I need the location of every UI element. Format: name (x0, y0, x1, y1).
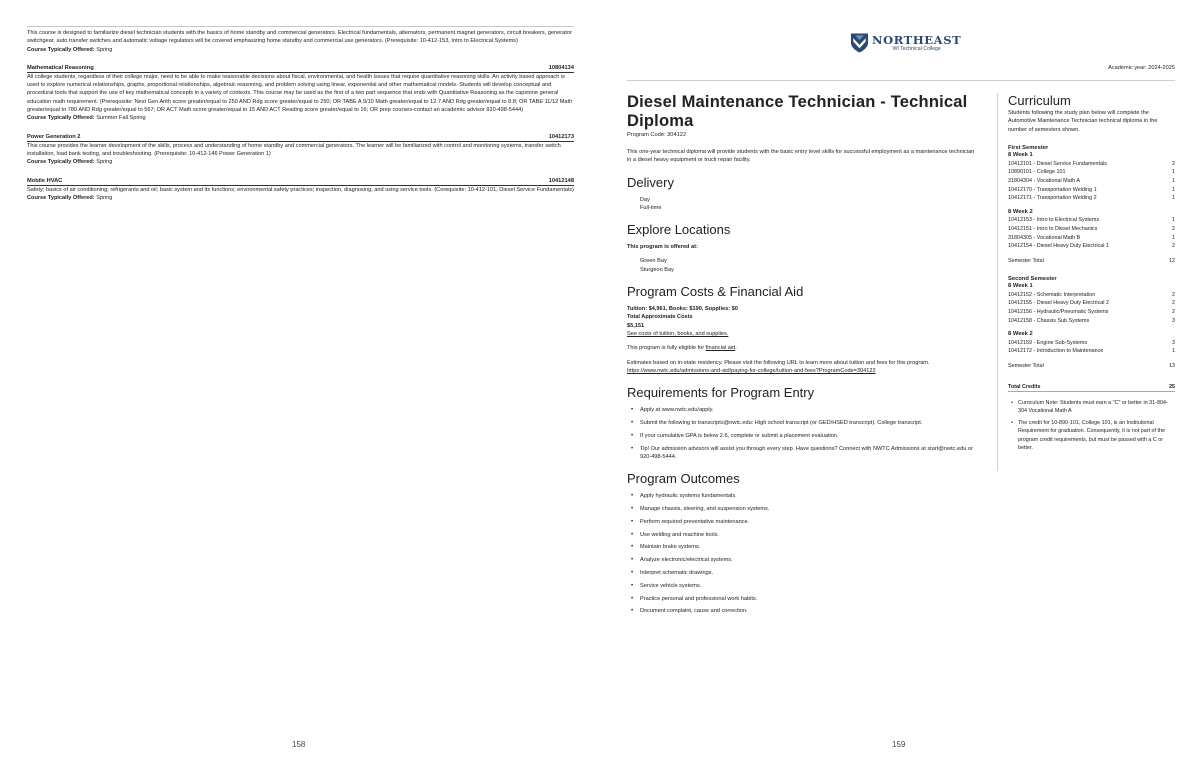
course-offered-value: Spring (94, 159, 113, 166)
course-block (27, 64, 574, 123)
course-name: 10412159 - Engine Sub-Systems (1008, 339, 1088, 346)
course-credits: 1 (1172, 186, 1175, 193)
tuition-url-link[interactable]: https://www.nwtc.edu/admissions-and-aid/paying-for-college/tuition-and-fees?ProgramCode=304122 (627, 367, 876, 374)
page-number: 158 (292, 740, 306, 749)
page-number: 159 (892, 740, 906, 749)
course-offered-value: Spring (94, 194, 113, 201)
course-name: Mathematical Reasoning (27, 64, 94, 71)
tuition-line: Tuition: $4,961, Books: $190, Supplies: $0 (627, 306, 738, 313)
list-item: • Practice personal and professional work habits. (640, 595, 977, 603)
course-name: 10412172 - Introduction to Maintenance (1008, 348, 1104, 355)
list-item: • If your cumulative GPA is below 2.6, complete or submit a placement evaluation. (640, 432, 977, 440)
course-credits: 2 (1172, 243, 1175, 250)
course-block (27, 133, 574, 167)
aid-end: . (735, 345, 737, 352)
course-name: Power Generation 2 (27, 133, 81, 140)
course-name: 10890101 - College 101 (1008, 169, 1066, 176)
course-description: Safety; basics of air conditioning; refrigerants and oil; basic system and its functions; environmental safety practices; inspection, diagnosing, and using service tools. (Corequisite: 10-412-101, Diesel Service Fundamentals) (27, 186, 574, 193)
right-page (600, 0, 1200, 776)
list-item: • Manage chassis, steering, and suspension systems. (640, 505, 977, 513)
semester-total-label: Semester Total (1008, 362, 1044, 369)
locations-heading: Explore Locations (627, 222, 731, 238)
list-item: • Apply at www.nwtc.edu/apply. (640, 406, 977, 414)
course-credits: 1 (1172, 217, 1175, 224)
list-item: • Analyze electronic/electrical systems. (640, 556, 977, 564)
semester-total-value: 12 (1169, 257, 1175, 264)
course-credits: 3 (1172, 339, 1175, 346)
semester-total (1008, 257, 1175, 265)
course-offered-value: Summer Fall Spring (94, 115, 146, 122)
list-item: • Use welding and machine tools. (640, 531, 977, 539)
list-item: • Maintain brake systems. (640, 543, 977, 551)
semester-total (1008, 362, 1175, 370)
course-description: This course provides the learner development of the skills, process and understanding of home standby and commercial generators. The learner will be familiarized with control and monitoring systems, transfer switch installation, load bank testing, and troubleshooting. (Prerequisite: 10-412-146 Power Generation 1) (27, 142, 561, 157)
curriculum-note: • The credit for 10-890-101, College 101, is an Institutional Requirement for graduation. Consequently, it is not part of the program credit requirements, but must be passed with a C or better. (1018, 419, 1175, 453)
requirements-list (627, 406, 977, 461)
curriculum-intro: Students following the study plan below will complete the Automotive Maintenance Technician technical diploma in the number of semesters shown. (1008, 110, 1158, 133)
semester-total-value: 13 (1169, 362, 1175, 369)
course-credits: 1 (1172, 169, 1175, 176)
course-offered (27, 46, 574, 54)
course-name: 10412151 - Intro to Diesel Mechanics (1008, 225, 1098, 232)
left-page-content (27, 26, 574, 202)
course-credits: 2 (1172, 300, 1175, 307)
course-row (1008, 339, 1175, 348)
costs-heading: Program Costs & Financial Aid (627, 284, 804, 300)
curriculum-sidebar (997, 93, 1175, 471)
outcomes-heading: Program Outcomes (627, 471, 740, 487)
course-name: 10412101 - Diesel Service Fundamentals (1008, 160, 1107, 167)
course-offered-value: Spring (94, 46, 113, 53)
course-name: 10412154 - Diesel Heavy Duty Electrical 1 (1008, 243, 1109, 250)
course-description: This course is designed to familiarize diesel technician students with the basics of home standby and commercial generators. Electrical fundamentals, alternators, permanent magnet generators, circuit breakers, generator switchgear, auto transfer switches and automatic voltage regulators will be covered emphasizing home standby and commercial use generators. (Prerequisite: 10-412-153, Intro to Electrical Systems) (27, 26, 574, 46)
curriculum-notes (1008, 399, 1175, 453)
estimate-note: Estimates based on in-state residency. Please visit the following URL to learn more about tuition and fees for this program. (627, 359, 930, 366)
course-row (1008, 168, 1175, 177)
semester-title: First Semester (1008, 144, 1049, 151)
location-item: Green Bay (640, 258, 667, 265)
week-title: 8 Week 2 (1008, 208, 1033, 215)
locations-lead: This program is offered at: (627, 244, 698, 251)
course-credits: 3 (1172, 317, 1175, 324)
list-item: • Interpret schematic drawings. (640, 569, 977, 577)
course-name: 10412153 - Intro to Electrical Systems (1008, 217, 1100, 224)
course-row (1008, 194, 1175, 203)
course-row (1008, 299, 1175, 308)
course-name: 31804305 - Vocational Math B (1008, 234, 1081, 241)
total-credits-value: 25 (1169, 383, 1175, 390)
course-offered (27, 194, 574, 202)
course-name: Mobile HVAC (27, 177, 63, 184)
logo-text (872, 34, 961, 52)
semester-title: Second Semester (1008, 275, 1057, 282)
course-credits: 1 (1172, 178, 1175, 185)
course-name: 10412156 - Hydraulic/Pneumatic Systems (1008, 308, 1109, 315)
logo-subtitle: WI Technical College (892, 46, 941, 52)
curriculum-heading: Curriculum (1008, 93, 1071, 108)
requirements-heading: Requirements for Program Entry (627, 385, 815, 401)
course-number: 10412148 (548, 177, 574, 184)
course-row (1008, 160, 1175, 169)
total-costs-value: $5,151 (627, 322, 645, 329)
course-name: 10412170 - Transportation Welding 1 (1008, 186, 1097, 193)
course-number: 10412173 (548, 133, 574, 140)
course-name: 10412158 - Chassis Sub Systems (1008, 317, 1090, 324)
course-row (1008, 242, 1175, 251)
costs-link[interactable]: See costs of tuition, books, and supplies. (627, 330, 729, 337)
course-offered (27, 114, 574, 122)
total-costs-label: Total Approximate Costs (627, 314, 693, 321)
academic-year: Academic year: 2024-2025 (1108, 65, 1175, 71)
financial-aid-link[interactable]: financial aid (705, 345, 736, 352)
list-item: • Service vehicle systems. (640, 582, 977, 590)
course-offered-label: Course Typically Offered: (27, 46, 95, 53)
course-name: 10412155 - Diesel Heavy Duty Electrical 2 (1008, 300, 1109, 307)
course-header (27, 177, 574, 186)
course-row (1008, 317, 1175, 326)
program-main-column (627, 93, 977, 620)
course-name: 10412171 - Transportation Welding 2 (1008, 195, 1097, 202)
delivery-item: Full-time (640, 204, 662, 211)
course-row (1008, 347, 1175, 356)
delivery-item: Day (640, 196, 650, 203)
course-offered (27, 158, 574, 166)
course-header (27, 133, 574, 142)
total-credits (1008, 383, 1175, 392)
course-row (1008, 177, 1175, 186)
course-credits: 2 (1172, 308, 1175, 315)
program-intro: This one-year technical diploma will provide students with the basic entry level skills for successful employment as a maintenance technician in a diesel heavy equipment or truck repair facility. (627, 149, 975, 164)
list-item: • Submit the following to transcripts@nwtc.edu: High school transcript (or GED/HSED transcript). College transcript. (640, 419, 977, 427)
list-item: • Perform required preventative maintenance. (640, 518, 977, 526)
course-offered-label: Course Typically Offered: (27, 115, 95, 122)
course-block (27, 177, 574, 203)
curriculum-note: • Curriculum Note: Students must earn a "C" or better in 31-804-304 Vocational Math A (1018, 399, 1175, 416)
week-title: 8 Week 1 (1008, 152, 1033, 159)
list-item: • Tip! Our admission advisors will assist you through every step. Have questions? Connect with NWTC Admissions at start@nwtc.edu or 920-498-5444. (640, 445, 977, 462)
course-description: All college students, regardless of their college major, need to be able to make reasonable decisions about fiscal, environmental, and health issues that require quantitative reasoning skills. An activity based approach is used to explore numerical relationships, graphs, proportional relationships, algebraic reasoning, and problem solving using linear, exponential and other mathematical models. Students will develop conceptual and procedural tools that support the use of key mathematical concepts in a variety of contexts. This course may be used as the first of a two part sequence that ends with Quantitative Reasoning as the capstone general education math requirement. (Prerequisite: Next Gen Arith score greater/equal to 250 AND Rdg score greater/equal to 250; OR TABE A 9/10 Math greater/equal to 12.7 AND Rdg greater/equal to 8.8; OR TABE 11/12 Math greater/equal to 780 AND Rdg greater/equal to 567; OR ACT Math score greater/equal to 15 AND ACT Reading score greater/equal to 16; OR prep courses-contact an academic advisor 920-498-5444) (27, 73, 573, 114)
course-credits: 2 (1172, 225, 1175, 232)
aid-text: This program is fully eligible for (627, 345, 706, 352)
page-title: Diesel Maintenance Technician - Technical Diploma (627, 93, 968, 130)
list-item: • Apply hydraulic systems fundamentals. (640, 492, 977, 500)
header-divider (627, 80, 1175, 81)
college-logo (850, 32, 961, 54)
course-offered-label: Course Typically Offered: (27, 159, 95, 166)
list-item: • Document complaint, cause and correction. (640, 607, 977, 615)
course-offered-label: Course Typically Offered: (27, 194, 95, 201)
location-item: Sturgeon Bay (640, 266, 674, 273)
course-credits: 1 (1172, 234, 1175, 241)
course-row (1008, 225, 1175, 234)
course-credits: 2 (1172, 160, 1175, 167)
course-credits: 1 (1172, 348, 1175, 355)
outcomes-list (627, 492, 977, 615)
course-number: 10804134 (548, 64, 574, 71)
total-credits-label: Total Credits (1008, 383, 1041, 390)
course-row (1008, 186, 1175, 195)
course-row (1008, 291, 1175, 300)
week-title: 8 Week 1 (1008, 283, 1033, 290)
week-title: 8 Week 2 (1008, 331, 1033, 338)
course-name: 10412152 - Schematic Interpretation (1008, 291, 1096, 298)
course-row (1008, 234, 1175, 243)
semester-total-label: Semester Total (1008, 257, 1044, 264)
course-credits: 1 (1172, 195, 1175, 202)
delivery-heading: Delivery (627, 174, 674, 190)
program-code: Program Code: 304122 (627, 132, 687, 138)
course-row (1008, 216, 1175, 225)
shield-chevron-icon (850, 32, 869, 54)
course-name: 31804304 - Vocational Math A (1008, 178, 1080, 185)
course-row (1008, 308, 1175, 317)
course-credits: 2 (1172, 291, 1175, 298)
financial-aid-line (627, 344, 977, 352)
course-header (27, 64, 574, 73)
logo-wordmark: NORTHEAST (872, 33, 962, 47)
